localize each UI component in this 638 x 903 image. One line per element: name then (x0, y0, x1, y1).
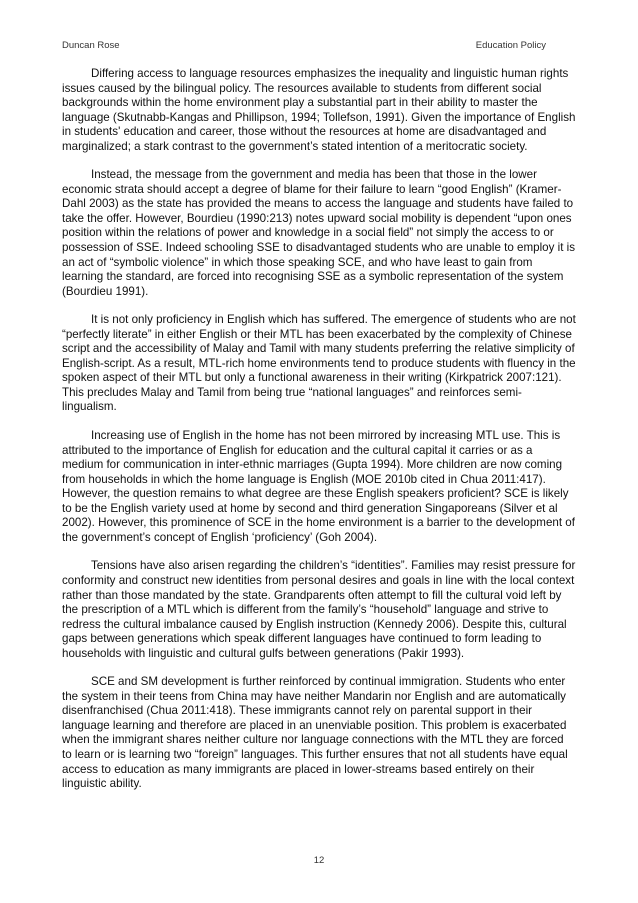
paragraph-1: Differing access to language resources emphasizes the inequality and linguistic human rights issues caused by the bilingual policy. The resources available to students from different social backgrounds within the home environment play a substantial part in their ability to master the language (Skutnabb-Kangas and Phillipson, 1994; Tollefson, 1991). Given the importance of English in students' education and career, those without the resources at home are disadvantaged and marginalized; a stark contrast to the government’s stated intention of a meritocratic society. (62, 67, 576, 153)
page-number: 12 (313, 855, 325, 866)
paragraph-2: Instead, the message from the government and media has been that those in the lower economic strata should accept a degree of blame for their failure to learn “good English” (Kramer-Dahl 2003) as the state has provided the means to access the language and students have failed to take the offer. However, Bourdieu (1990:213) notes upward social mobility is dependent “upon ones position within the relations of power and knowledge in a social field” not simply the access to or possession of SSE. Indeed schooling SSE to disadvantaged students who are unable to employ it is an act of “symbolic violence” in which those speaking SCE, and who have least to gain from learning the standard, are forced into recognising SSE as a symbolic representation of the system (Bourdieu 1991). (62, 168, 576, 298)
paragraph-5: Tensions have also arisen regarding the children’s “identities”. Families may resist pressure for conformity and construct new identities from personal desires and goals in line with the local context rather than those mandated by the state. Grandparents often attempt to fill the cultural void left by the prescription of a MTL which is different from the family’s “household” language and strive to redress the cultural imbalance caused by English instruction (Kennedy 2006). Despite this, cultural gaps between generations which speak different languages have continued to form leading to households with linguistic and cultural gulfs between generations (Pakir 1993). (62, 559, 576, 660)
body-text (62, 67, 576, 806)
paragraph-4: Increasing use of English in the home has not been mirrored by increasing MTL use. This is attributed to the importance of English for education and the cultural capital it carries or as a medium for communication in inter-ethnic marriages (Gupta 1994). More children are now coming from households in which the home language is English (MOE 2010b cited in Chua 2011:417). However, the question remains to what degree are these English speakers proficient? SCE is likely to be the English variety used at home by second and third generation Singaporeans (Silver et al 2002). However, this prominence of SCE in the home environment is a barrier to the development of the government’s concept of English ‘proficiency’ (Goh 2004). (62, 429, 575, 544)
paragraph-6: SCE and SM development is further reinforced by continual immigration. Students who enter the system in their teens from China may have neither Mandarin nor English and are automatically disenfranchised (Chua 2011:418). These immigrants cannot rely on parental support in their language learning and therefore are placed in an unenviable position. This problem is exacerbated when the immigrant shares neither culture nor language connections with the MTL they are forced to learn or is learning two “foreign” languages. This further ensures that not all students have equal access to education as many immigrants are placed in lower-streams based entirely on their linguistic ability. (62, 675, 568, 791)
paragraph-3: It is not only proficiency in English which has suffered. The emergence of students who are not “perfectly literate” in either English or their MTL has been exacerbated by the complexity of Chinese script and the accessibility of Malay and Tamil with many students preferring the relative simplicity of English-script. As a result, MTL-rich home environments tend to produce students with fluency in the spoken aspect of their MTL but only a functional awareness in their writing (Kirkpatrick 2007:121). This precludes Malay and Tamil from being true “national languages” and reinforces semi-lingualism. (62, 313, 576, 414)
header-title: Education Policy (475, 40, 546, 51)
page-header (62, 40, 546, 54)
header-author: Duncan Rose (62, 40, 120, 51)
